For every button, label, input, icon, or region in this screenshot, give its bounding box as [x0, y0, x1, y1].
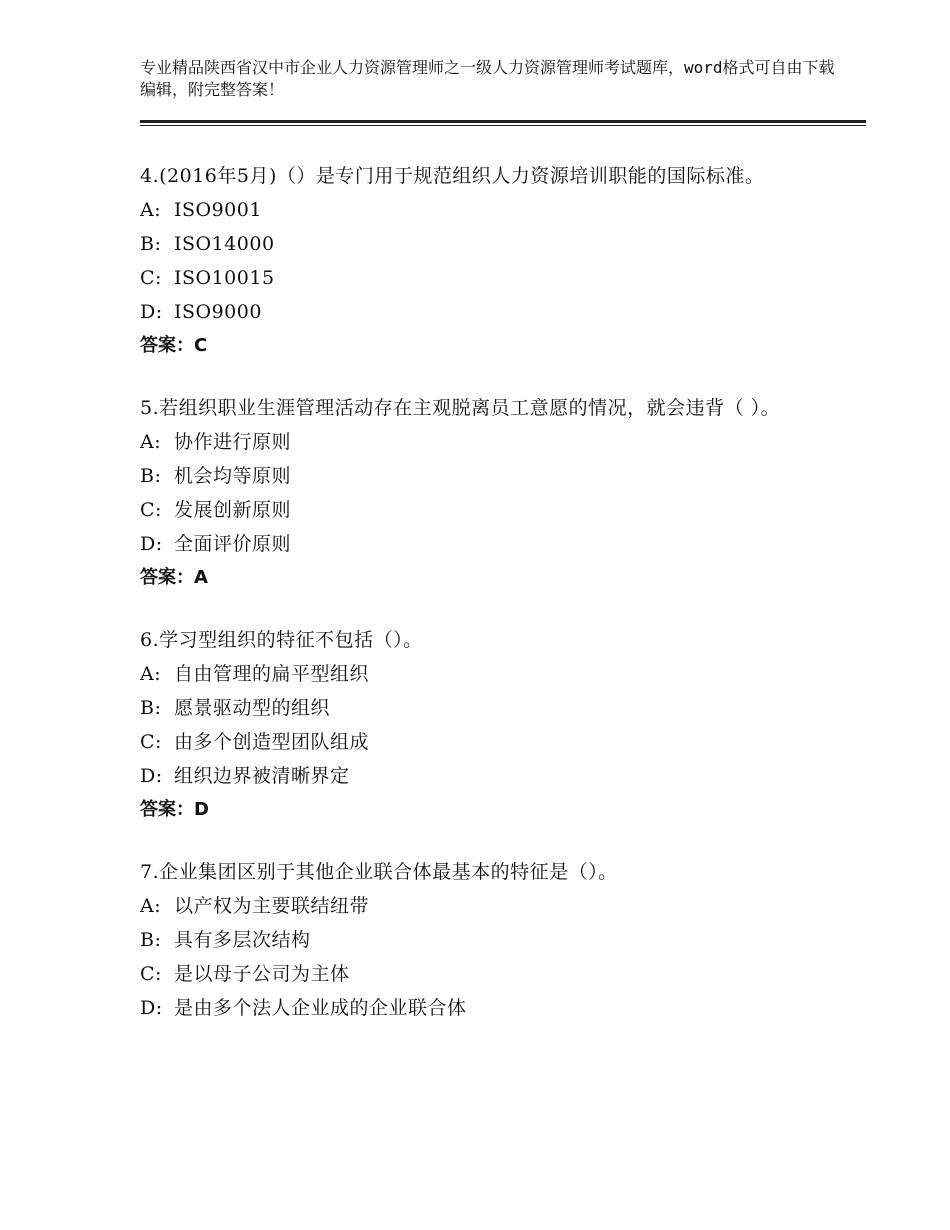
option-letter: A:: [140, 431, 162, 453]
option-a: [140, 657, 820, 691]
option-letter: D:: [140, 301, 163, 323]
option-text: 由多个创造型团队组成: [174, 731, 370, 753]
answer-label: 答案：C: [140, 335, 208, 356]
option-b: [140, 691, 820, 725]
question-stem: 6.学习型组织的特征不包括（）。: [140, 629, 423, 651]
option-text: 是由多个法人企业成的企业联合体: [174, 997, 467, 1019]
option-text: 愿景驱动型的组织: [174, 697, 331, 719]
option-letter: A:: [140, 895, 162, 917]
option-d: [140, 759, 820, 793]
option-text: 自由管理的扁平型组织: [174, 663, 370, 685]
question-list: [140, 160, 820, 1054]
option-text: 具有多层次结构: [174, 929, 311, 951]
option-letter: B:: [140, 465, 162, 487]
option-letter: C:: [140, 963, 162, 985]
answer-label: 答案：D: [140, 799, 209, 820]
option-a: [140, 425, 820, 459]
option-d: [140, 991, 820, 1025]
option-c: [140, 957, 820, 991]
option-letter: A:: [140, 663, 162, 685]
option-letter: B:: [140, 697, 162, 719]
option-letter: D:: [140, 997, 163, 1019]
question-7: [140, 856, 820, 1025]
option-d: [140, 295, 820, 329]
option-letter: C:: [140, 267, 162, 289]
option-text: ISO14000: [174, 233, 275, 255]
option-text: 全面评价原则: [174, 533, 292, 555]
header-divider-thick: [140, 120, 866, 123]
answer-label: 答案：A: [140, 567, 208, 588]
option-a: [140, 193, 820, 227]
option-c: [140, 493, 820, 527]
option-text: 以产权为主要联结纽带: [174, 895, 370, 917]
option-letter: D:: [140, 533, 163, 555]
option-b: [140, 227, 820, 261]
option-letter: A:: [140, 199, 162, 221]
option-a: [140, 889, 820, 923]
document-header: 专业精品陕西省汉中市企业人力资源管理师之一级人力资源管理师考试题库，word格式可自由下载编辑，附完整答案！: [140, 58, 835, 99]
option-text: ISO10015: [174, 267, 275, 289]
question-stem: 4.(2016年5月)（）是专门用于规范组织人力资源培训职能的国际标准。: [140, 165, 765, 187]
question-5: [140, 392, 820, 595]
option-letter: B:: [140, 929, 162, 951]
option-c: [140, 725, 820, 759]
option-b: [140, 459, 820, 493]
option-c: [140, 261, 820, 295]
option-b: [140, 923, 820, 957]
option-text: 组织边界被清晰界定: [174, 765, 350, 787]
option-text: 是以母子公司为主体: [174, 963, 350, 985]
option-letter: C:: [140, 731, 162, 753]
option-d: [140, 527, 820, 561]
question-4: [140, 160, 820, 363]
question-6: [140, 624, 820, 827]
option-text: 发展创新原则: [174, 499, 292, 521]
question-stem: 5.若组织职业生涯管理活动存在主观脱离员工意愿的情况，就会违背（ ）。: [140, 397, 781, 419]
option-letter: D:: [140, 765, 163, 787]
option-text: 机会均等原则: [174, 465, 292, 487]
header-divider-thin: [140, 125, 866, 126]
option-text: ISO9000: [174, 301, 262, 323]
option-letter: B:: [140, 233, 162, 255]
option-text: 协作进行原则: [174, 431, 292, 453]
question-stem: 7.企业集团区别于其他企业联合体最基本的特征是（）。: [140, 861, 618, 883]
option-letter: C:: [140, 499, 162, 521]
option-text: ISO9001: [174, 199, 262, 221]
